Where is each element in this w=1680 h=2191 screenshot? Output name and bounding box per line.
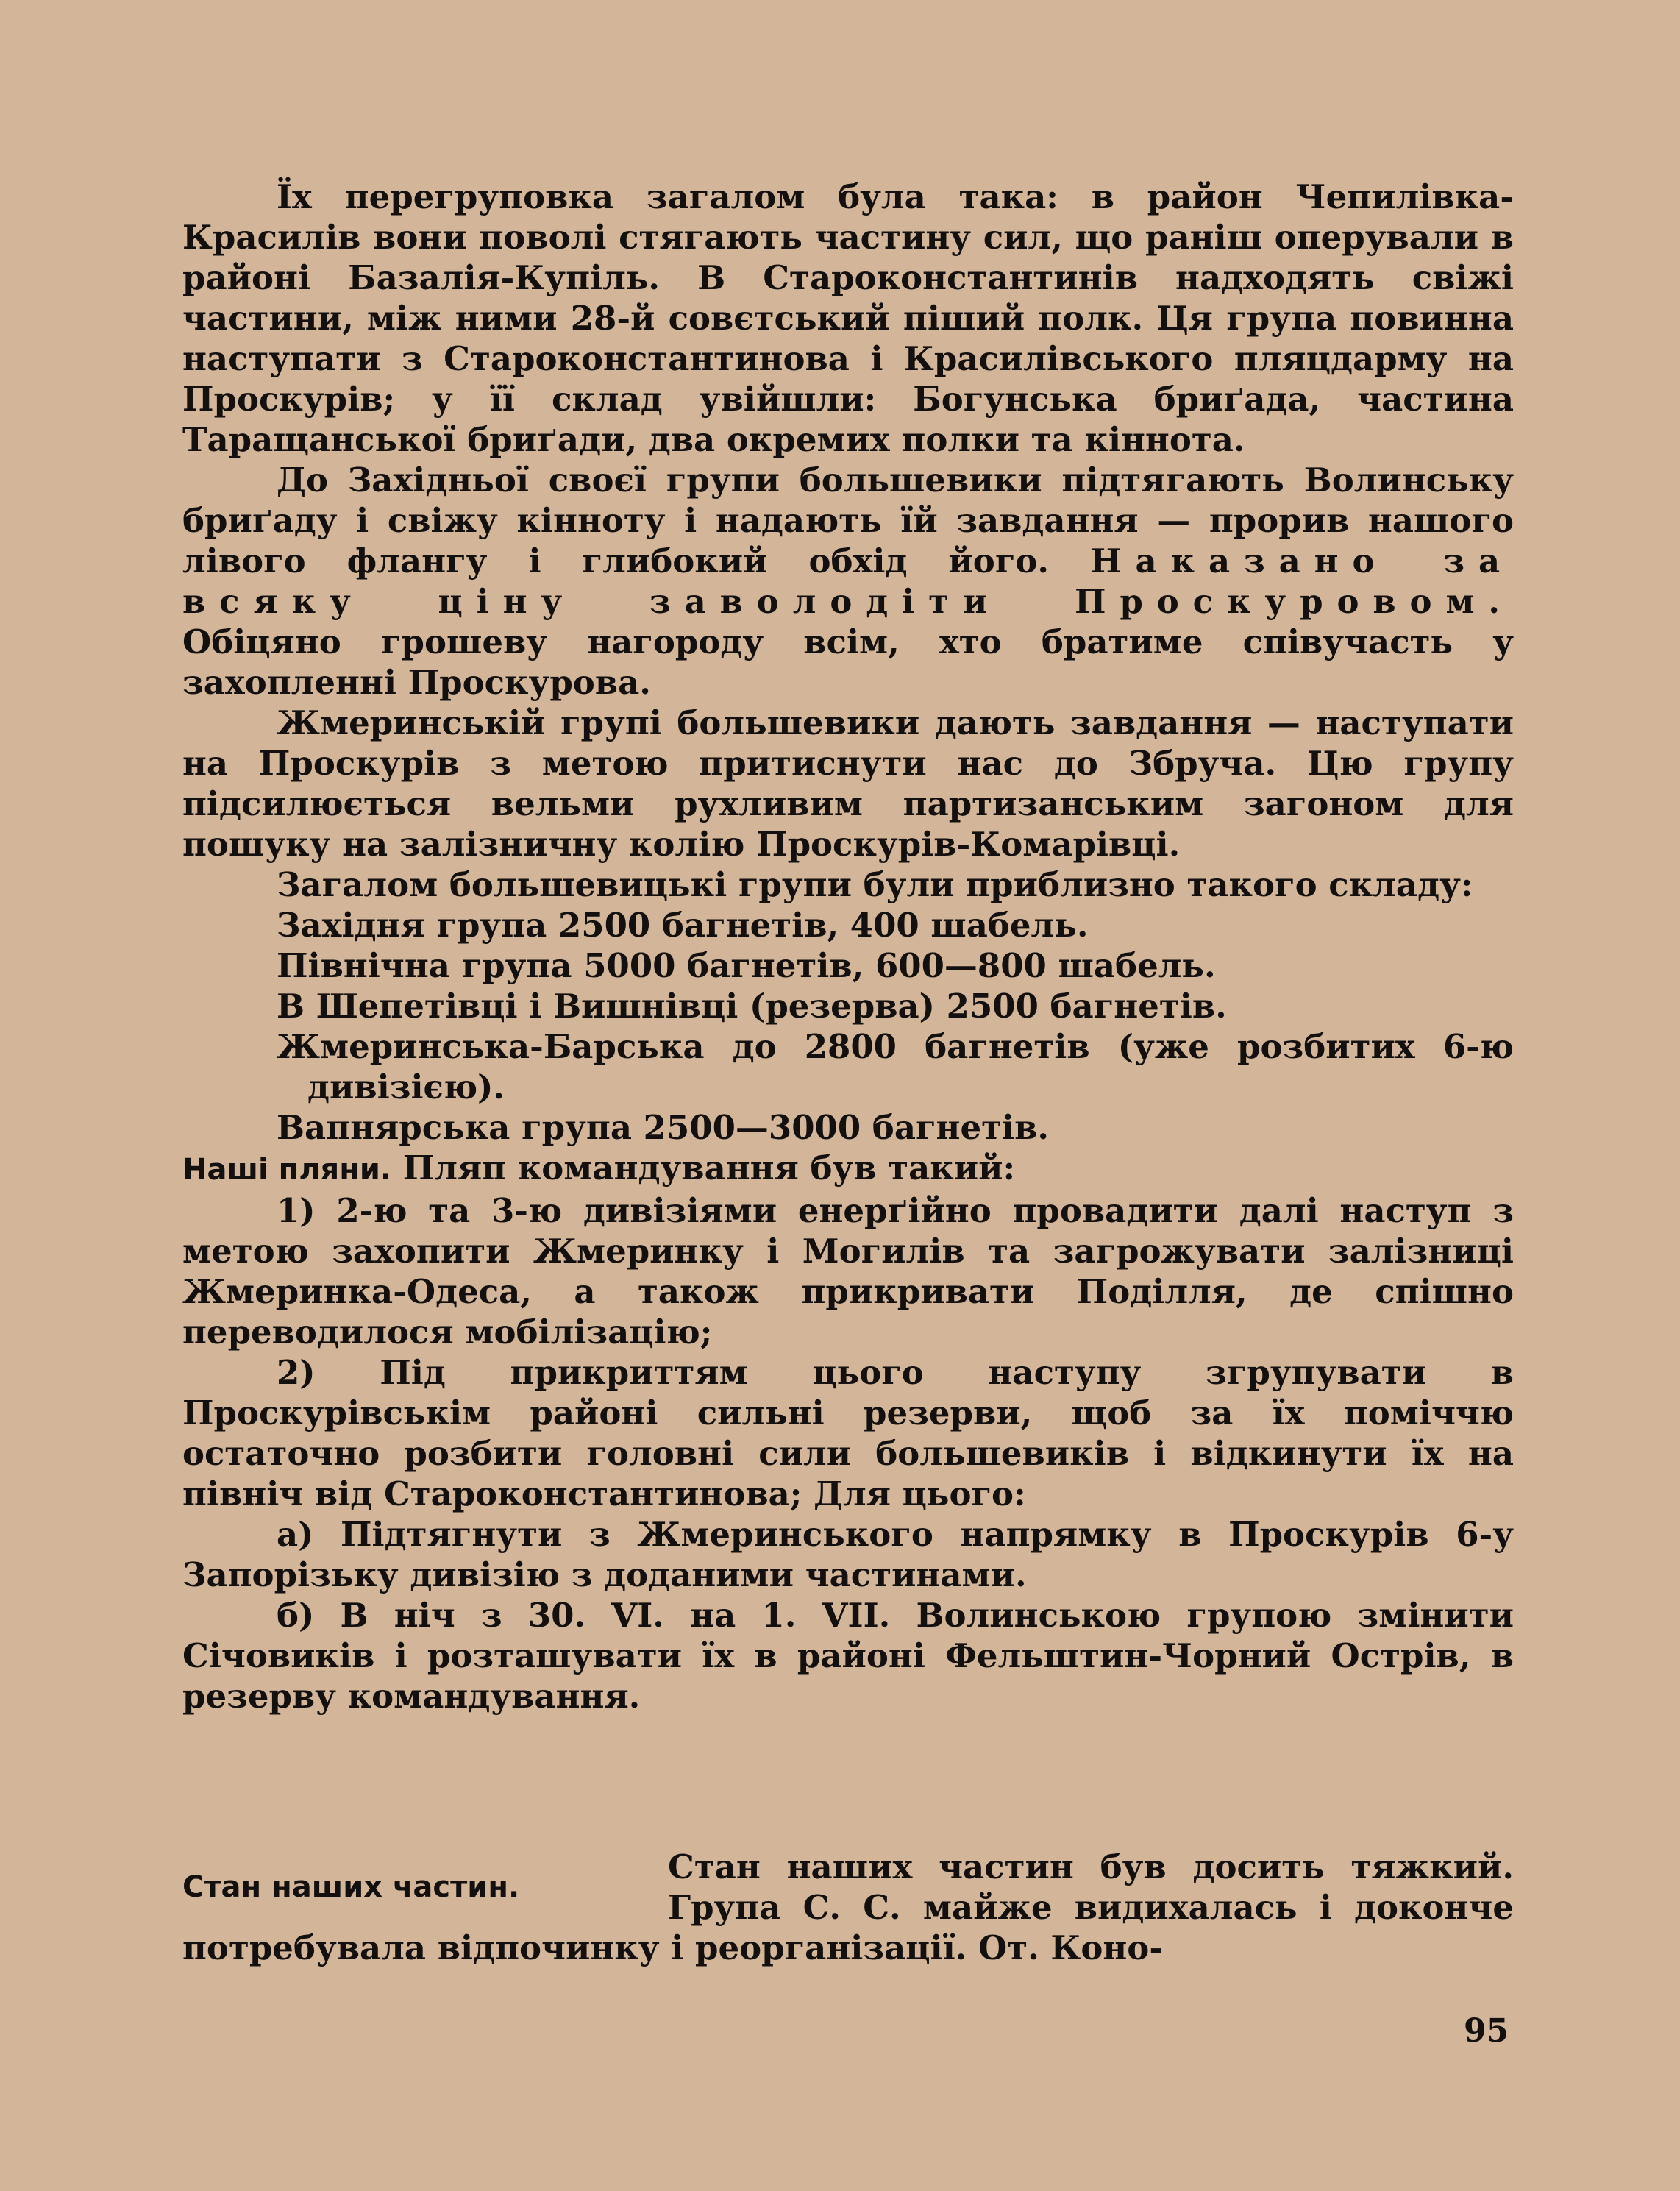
order-emphasis: Наказано за всяку ціну заволодіти Проскуровом.	[182, 541, 1514, 621]
paragraph-regrouping: Їх перегруповка загалом була така: в район Чепилівка-Красилів вони поволі стягають частину сил, що раніш оперували в районі Базалія-Купіль. В Староконстантинів надходять свіжі частини, між ними 28-й совєтський піший полк. Ця група повинна наступати з Староконстантинова і Красилівського пляцдарму на Проскурів; у її склад увійшли: Богунська бриґада, частина Таращанської бриґади, два окремих полки та кіннота.	[182, 177, 1514, 459]
list-item: Вапнярська група 2500—3000 багнетів.	[277, 1108, 1050, 1147]
section-state-of-units	[182, 1847, 1514, 1968]
list-item: В Шепетівці і Вишнівці (резерва) 2500 багнетів.	[277, 987, 1227, 1026]
paragraph-zhmerynka-group: Жмеринській групі большевики дають завдання — наступати на Проскурів з метою притиснути нас до Збруча. Цю групу підсилюється вельми рухливим партизанським загоном для пошуку на залізничну колію Проскурів-Комарівці.	[182, 703, 1514, 864]
page-number: 95	[1464, 2012, 1509, 2050]
plan-item: 2) Під прикриттям цього наступу згрупувати в Проскурівськім районі сильні резерви, щоб за їх поміччю остаточно розбити головні сили большевиків і відкинути їх на північ від Староконстантинова; Для цього:	[182, 1353, 1514, 1513]
list-item: Західня група 2500 багнетів, 400 шабель.	[277, 906, 1089, 945]
plan-item: б) В ніч з 30. VI. на 1. VII. Волинською групою змінити Січовиків і розташувати їх в районі Фельштин-Чорний Острів, в резерву командування.	[182, 1596, 1514, 1716]
western-group-text: До Західньої своєї групи большевики підтягають Волинську бриґаду і свіжу кінноту і надають їй завдання — прорив нашого лівого флангу і глибокий обхід його.	[182, 461, 1514, 580]
paragraph-composition: Загалом большевицькі групи були приблизно такого складу:	[277, 865, 1473, 904]
list-item: Північна група 5000 багнетів, 600—800 шабель.	[277, 946, 1216, 985]
section-heading: Стан наших частин.	[182, 1870, 520, 1904]
paragraph-plans	[182, 1148, 1514, 1190]
reward-text: Обіцяно грошеву нагороду всім, хто братиме співучасть у захопленні Проскурова.	[182, 622, 1514, 702]
paragraph-western-group	[182, 460, 1514, 703]
main-text	[182, 177, 1514, 1716]
list-item: Жмеринська-Барська до 2800 багнетів (уже розбитих 6-ю дивізією).	[277, 1027, 1514, 1107]
plans-heading: Наші пляни.	[182, 1153, 392, 1187]
section-text: Стан наших частин був досить тяжкий. Група С. С. майже видихалась і доконче потребувала відпочинку і реорганізації. От. Коно-	[182, 1847, 1514, 1967]
plans-intro: Пляп командування був такий:	[402, 1148, 1016, 1187]
plan-item: 1) 2-ю та 3-ю дивізіями енерґійно провадити далі наступ з метою захопити Жмеринку і Могилів та загрожувати залізниці Жмеринка-Одеса, а також прикривати Поділля, де спішно переводилося мобілізацію;	[182, 1191, 1514, 1352]
plan-item: а) Підтягнути з Жмеринського напрямку в Проскурів 6-у Запорізьку дивізію з доданими частинами.	[182, 1515, 1514, 1594]
